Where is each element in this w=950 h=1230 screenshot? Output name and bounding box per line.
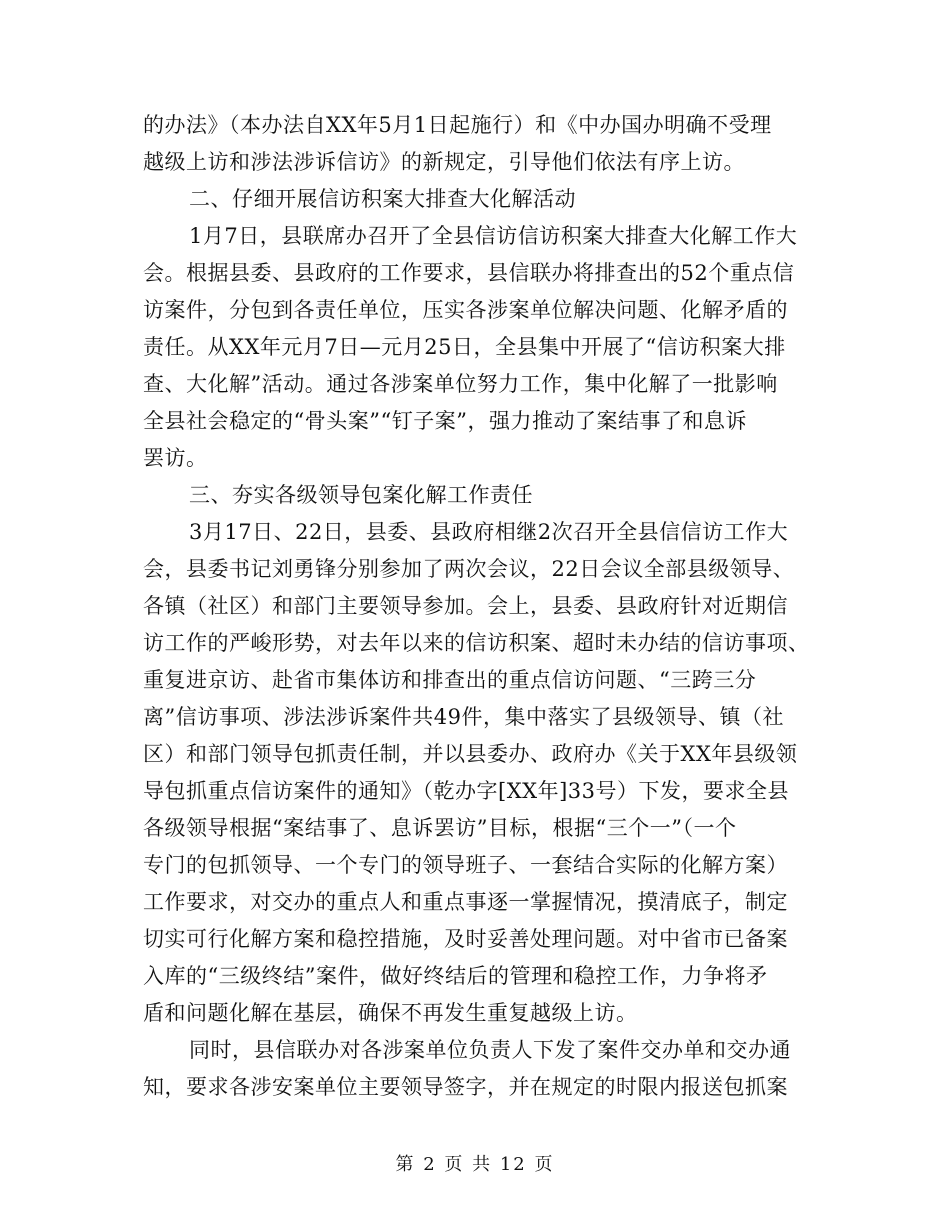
text-line: 知，要求各涉安案单位主要领导签字，并在规定的时限内报送包抓案 bbox=[143, 1075, 788, 1099]
text-line: 入库的“三级终结”案件，做好终结后的管理和稳控工作，力争将矛 bbox=[143, 964, 768, 988]
section-heading: 三、夯实各级领导包案化解工作责任 bbox=[189, 483, 533, 507]
text-line: 专门的包抓领导、一个专门的领导班子、一套结合实际的化解方案） bbox=[143, 853, 788, 877]
text-line: 责任。从XX年元月7日—元月25日，全县集中开展了“信访积案大排 bbox=[143, 335, 786, 359]
text-line: 查、大化解”活动。通过各涉案单位努力工作，集中化解了一批影响 bbox=[143, 372, 778, 396]
text-line: 盾和问题化解在基层，确保不再发生重复越级上访。 bbox=[143, 1001, 638, 1025]
text-line: 访工作的严峻形势，对去年以来的信访积案、超时未办结的信访事项、 bbox=[143, 631, 810, 655]
text-line: 离”信访事项、涉法涉诉案件共49件，集中落实了县级领导、镇（社 bbox=[143, 705, 784, 729]
text-line: 切实可行化解方案和稳控措施，及时妥善处理问题。对中省市已备案 bbox=[143, 927, 788, 951]
text-line: 罢访。 bbox=[143, 446, 208, 470]
paragraph-first-line: 1月7日，县联席办召开了全县信访信访积案大排查大化解工作大 bbox=[189, 224, 798, 248]
text-line: 区）和部门领导包抓责任制，并以县委办、政府办《关于XX年县级领 bbox=[143, 742, 798, 766]
text-line: 各级领导根据“案结事了、息诉罢访”目标，根据“三个一”（一个 bbox=[143, 816, 737, 840]
section-heading: 二、仔细开展信访积案大排查大化解活动 bbox=[189, 187, 576, 211]
text-line: 访案件，分包到各责任单位，压实各涉案单位解决问题、化解矛盾的 bbox=[143, 298, 788, 322]
document-body bbox=[143, 107, 810, 1106]
text-line: 全县社会稳定的“骨头案”“钉子案”，强力推动了案结事了和息诉 bbox=[143, 409, 747, 433]
text-line: 各镇（社区）和部门主要领导参加。会上，县委、县政府针对近期信 bbox=[143, 594, 788, 618]
text-line: 工作要求，对交办的重点人和重点事逐一掌握情况，摸清底子，制定 bbox=[143, 890, 788, 914]
text-line: 会，县委书记刘勇锋分别参加了两次会议，22日会议全部县级领导、 bbox=[143, 557, 795, 581]
text-line: 会。根据县委、县政府的工作要求，县信联办将排查出的52个重点信 bbox=[143, 261, 795, 285]
paragraph-first-line: 3月17日、22日，县委、县政府相继2次召开全县信信访工作大 bbox=[189, 520, 789, 544]
paragraph-first-line: 同时，县信联办对各涉案单位负责人下发了案件交办单和交办通 bbox=[189, 1038, 791, 1062]
text-line: 的办法》（本办法自XX年5月1日起施行）和《中办国办明确不受理 bbox=[143, 113, 772, 137]
text-line: 越级上访和涉法涉诉信访》的新规定，引导他们依法有序上访。 bbox=[143, 150, 745, 174]
page-number-footer: 第 2 页 共 12 页 bbox=[395, 1154, 555, 1175]
text-line: 导包抓重点信访案件的通知》（乾办字[XX年]33号）下发，要求全县 bbox=[143, 779, 790, 803]
text-line: 重复进京访、赴省市集体访和排查出的重点信访问题、“三跨三分 bbox=[143, 668, 757, 692]
